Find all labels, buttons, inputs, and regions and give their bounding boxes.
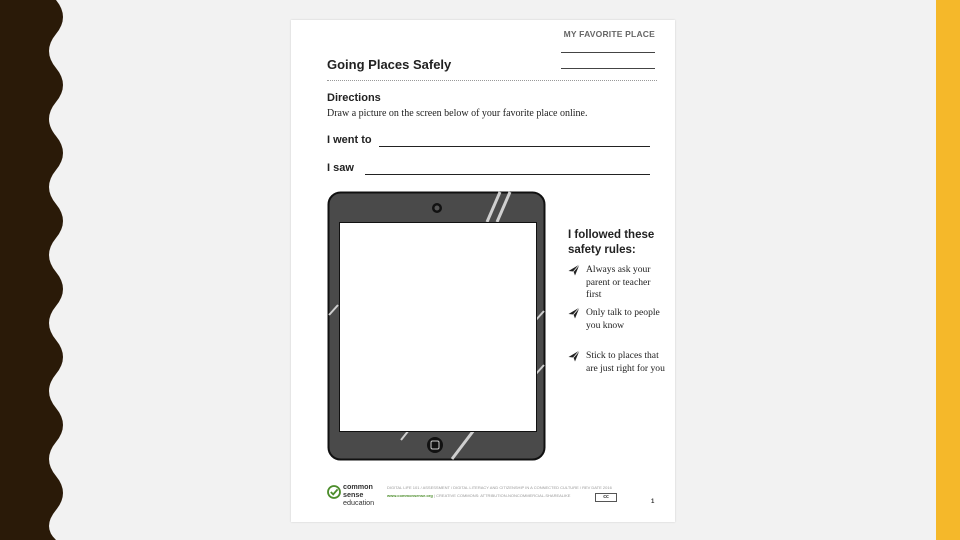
logo-line-2: sense (343, 490, 364, 499)
went-to-line[interactable] (379, 146, 650, 147)
logo-line-3: education (343, 498, 375, 507)
wavy-left-edge (0, 0, 72, 540)
paper-plane-icon (568, 350, 580, 362)
header-line-2 (561, 68, 655, 69)
logo-text (343, 483, 374, 507)
right-accent-bar (936, 0, 960, 540)
header-line-1 (561, 52, 655, 53)
rules-heading-line-2: safety rules: (568, 244, 636, 256)
logo-line-1: common (343, 482, 373, 491)
directions-text: Draw a picture on the screen below of your favorite place online. (327, 108, 588, 119)
dotted-divider (327, 80, 657, 81)
footer-license-line (387, 493, 570, 498)
header-label: MY FAVORITE PLACE (563, 29, 655, 39)
drawing-screen[interactable] (339, 222, 537, 432)
saw-line[interactable] (365, 174, 650, 175)
footer-url-link[interactable]: www.commonsense.org (387, 493, 433, 498)
footer-info-line: DIGITAL LIFE 101 / ASSESSMENT / DIGITAL LITERACY AND CITIZENSHIP IN A CONNECTED CULTURE / REV DATE 2016 (387, 485, 612, 490)
checkmark-logo-icon (327, 485, 341, 499)
rule-text: Only talk to people you know (586, 307, 660, 331)
paper-plane-icon (568, 307, 580, 319)
went-to-label: I went to (327, 134, 372, 146)
rule-text: Stick to places that are just right for you (586, 350, 665, 374)
paper-plane-icon (568, 264, 580, 276)
rules-heading (568, 228, 654, 258)
rules-heading-line-1: I followed these (568, 229, 655, 241)
saw-label: I saw (327, 162, 354, 174)
worksheet-page (291, 20, 675, 522)
creative-commons-badge: cc (595, 493, 617, 502)
rule-text: Always ask your parent or teacher first (586, 264, 651, 300)
page-number: 1 (651, 499, 655, 505)
worksheet-title: Going Places Safely (327, 57, 452, 72)
directions-heading: Directions (327, 92, 381, 104)
footer-license-text: | CREATIVE COMMONS: ATTRIBUTION-NONCOMMERCIAL-SHAREALIKE (434, 493, 571, 498)
